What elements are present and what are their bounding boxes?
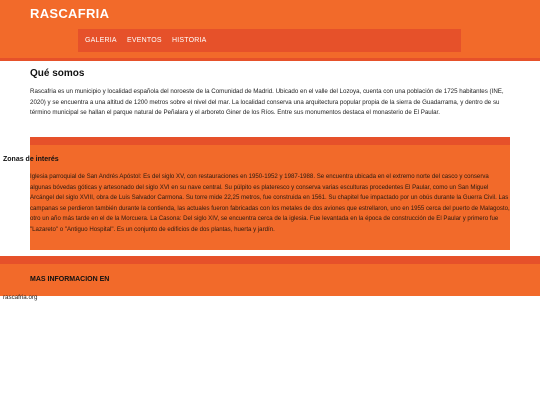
nav-item-galeria[interactable]: GALERIA (85, 37, 117, 44)
about-paragraph: Rascafria es un municipio y localidad española del noroeste de la Comunidad de Madrid. Ubicado en el valle del Lozoya, cuenta con una población de 1725 habitantes (INE, 2020) y se encuentra a una altitud de 1200 metros sobre el nivel del mar. La localidad conserva una arquitectura popular propia de la sierra de Guadarrama, y dentro de su término municipal se hallan el parque natural de Peñalara y el arboreto Giner de los Ríos. Entre sus monumentos destaca el monasterio de El Paular. (30, 88, 504, 117)
interest-section-bar (30, 137, 510, 145)
interest-heading: Zonas de interés (3, 156, 59, 163)
nav-item-historia[interactable]: HISTORIA (172, 37, 207, 44)
nav-item-eventos[interactable]: EVENTOS (127, 37, 162, 44)
footer-website-link[interactable]: rascafria.org (3, 294, 38, 301)
footer-bar (0, 256, 540, 264)
footer-heading: MAS INFORMACION EN (30, 276, 110, 283)
site-logo[interactable]: RASCAFRIA (30, 6, 110, 21)
site-header (0, 0, 540, 58)
interest-paragraph: Iglesia parroquial de San Andrés Apóstol: Es del siglo XV, con restauraciones en 1950-1952 y 1987-1988. Se encuentra ubicada en el extremo norte del casco y conserva algunas bóvedas góticas y artesonado del siglo XVI en su nave central. Su púlpito es plateresco y conserva varias esculturas procedentes El Paular, como un San Miguel Arcángel del siglo XVIII, obra de Luis Salvador Carmona. Su torre mide 22,25 metros, fue construida en 1561. Su chapitel fue impactado por un obús durante la Guerra Civil. Las campanas se perdieron también durante la contienda, las actuales fueron fabricadas con los metales de dos aviones que estrellaron, uno en 1955 cerca del puerto de Malagosto, otro un año más tarde en el de la Morcuera. La Casona: Del siglo XIV, se encuentra cerca de la iglesia. Fue levantada en la época de construcción de El Paular y primero fue "Lazareto" o "Antiguo Hospital". Es un conjunto de edificios de dos plantas, huerta y jardín. (30, 173, 510, 233)
header-divider (0, 58, 540, 61)
about-heading: Qué somos (30, 68, 85, 79)
main-nav (78, 29, 461, 52)
